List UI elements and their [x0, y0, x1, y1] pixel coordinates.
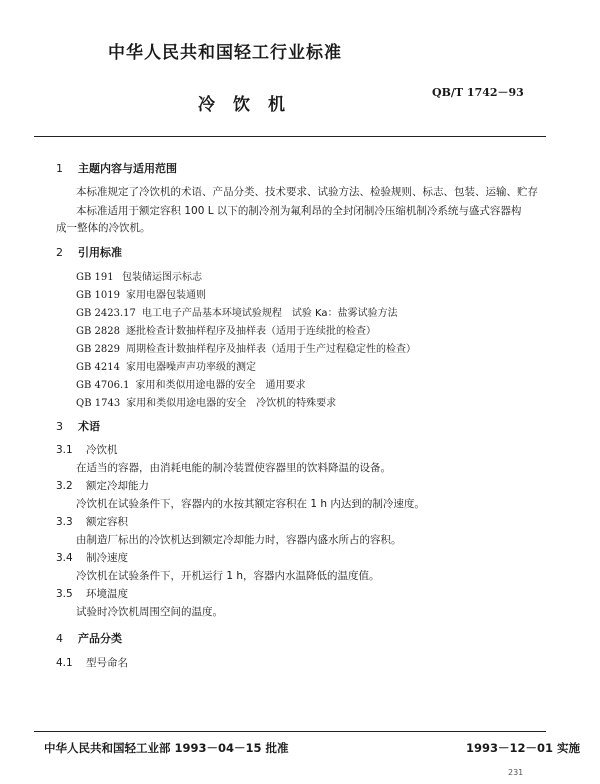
term-heading: 3.4 制冷速度 — [56, 552, 128, 564]
section-title: 主题内容与适用范围 — [78, 162, 177, 175]
section-1-paragraph-2: 本标准适用于额定容积 100 L 以下的制冷剂为氟利昂的全封闭制冷压缩机制冷系统与盛式容器构 — [76, 205, 522, 217]
reference-item: GB 4214 家用电器噪声声功率级的测定 — [76, 362, 256, 373]
header-divider — [34, 136, 546, 137]
term-heading: 4.1 型号命名 — [56, 657, 128, 669]
document-title: 冷饮机 — [198, 95, 303, 115]
standard-number: QB/T 1742－93 — [432, 86, 524, 99]
page-number: 231 — [508, 768, 524, 777]
section-title: 术语 — [78, 420, 100, 433]
term-heading: 3.2 额定冷却能力 — [56, 480, 149, 492]
reference-item: GB 2828 逐批检查计数抽样程序及抽样表（适用于连续批的检查） — [76, 326, 376, 337]
section-number: 3 — [56, 420, 63, 433]
reference-item: GB 2829 周期检查计数抽样程序及抽样表（适用于生产过程稳定性的检查） — [76, 344, 416, 355]
reference-item: GB 1019 家用电器包装通则 — [76, 290, 206, 301]
section-1-paragraph-1: 本标准规定了冷饮机的术语、产品分类、技术要求、试验方法、检验规则、标志、包装、运输、贮存 — [76, 186, 538, 198]
section-1-paragraph-2-cont: 成一整体的冷饮机。 — [56, 222, 151, 234]
term-definition: 在适当的容器，由消耗电能的制冷装置使容器里的饮料降温的设备。 — [76, 462, 391, 474]
section-4-heading — [56, 630, 122, 646]
section-3-heading — [56, 418, 100, 434]
section-number: 4 — [56, 632, 63, 645]
approval-line: 中华人民共和国轻工业部 1993－04－15 批准 — [44, 741, 289, 755]
effective-date: 1993－12－01 实施 — [466, 741, 581, 755]
reference-item: GB 2423.17 电工电子产品基本环境试验规程 试验 Ka：盐雾试验方法 — [76, 308, 398, 319]
reference-item: QB 1743 家用和类似用途电器的安全 冷饮机的特殊要求 — [76, 398, 337, 409]
reference-item: GB 191 包装储运图示标志 — [76, 272, 202, 283]
section-number: 2 — [56, 246, 63, 259]
section-1-heading — [56, 160, 177, 176]
term-heading: 3.5 环境温度 — [56, 588, 128, 600]
section-2-heading — [56, 244, 122, 260]
term-heading: 3.1 冷饮机 — [56, 444, 118, 456]
section-title: 产品分类 — [78, 632, 122, 645]
term-definition: 冷饮机在试验条件下，开机运行 1 h，容器内水温降低的温度值。 — [76, 570, 380, 582]
reference-item: GB 4706.1 家用和类似用途电器的安全 通用要求 — [76, 380, 306, 391]
term-definition: 试验时冷饮机周围空间的温度。 — [76, 606, 223, 618]
issuing-organization: 中华人民共和国轻工行业标准 — [108, 43, 342, 63]
section-number: 1 — [56, 162, 63, 175]
section-title: 引用标准 — [78, 246, 122, 259]
term-heading: 3.3 额定容积 — [56, 516, 128, 528]
footer-divider — [34, 731, 546, 732]
term-definition: 冷饮机在试验条件下，容器内的水按其额定容积在 1 h 内达到的制冷速度。 — [76, 498, 425, 510]
term-definition: 由制造厂标出的冷饮机达到额定冷却能力时，容器内盛水所占的容积。 — [76, 534, 402, 546]
